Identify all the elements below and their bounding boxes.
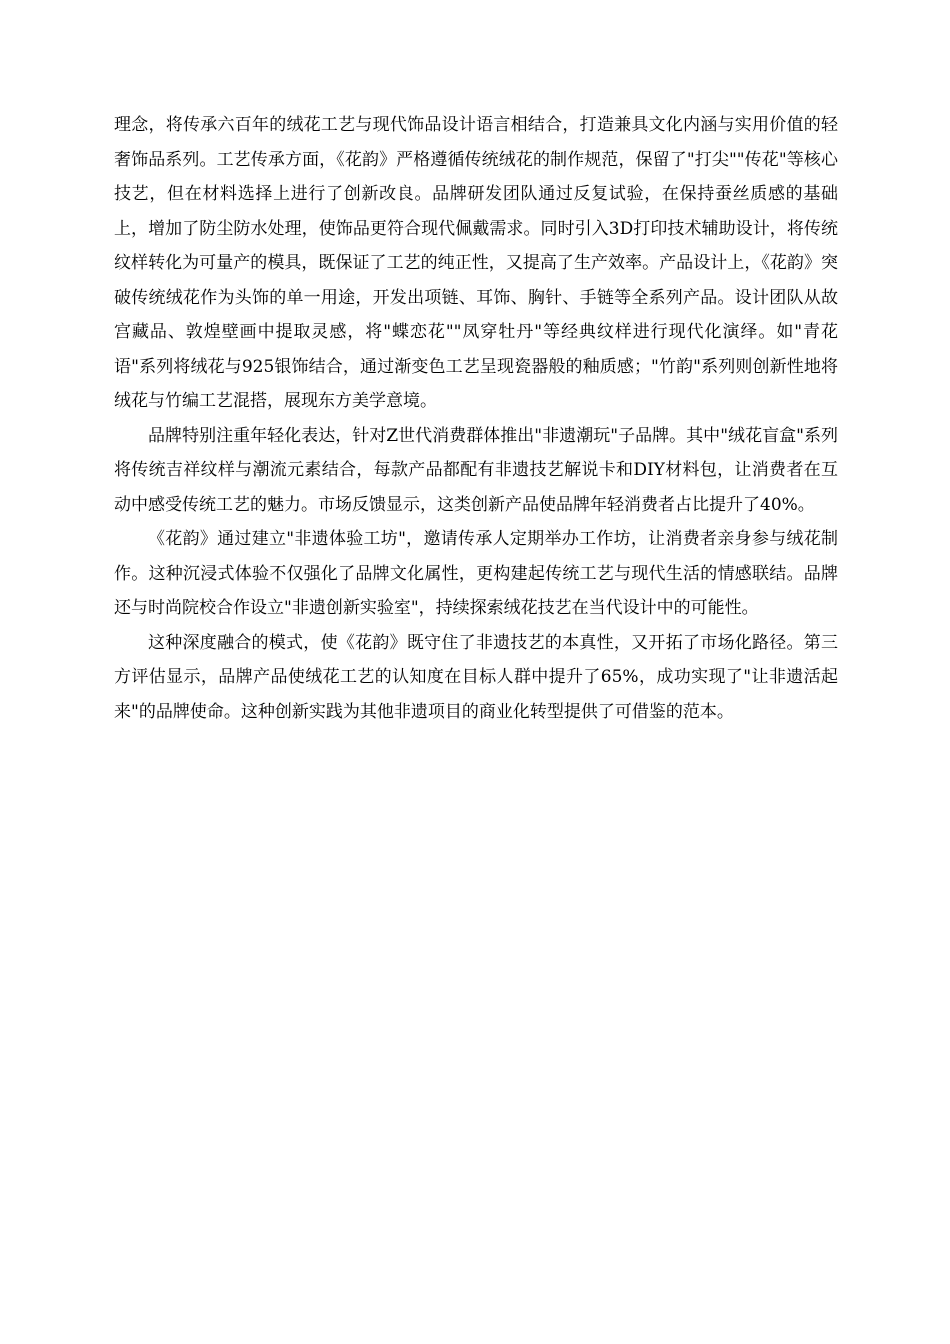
paragraph-1: 理念，将传承六百年的绒花工艺与现代饰品设计语言相结合，打造兼具文化内涵与实用价值的轻奢饰品系列。工艺传承方面，《花韵》严格遵循传统绒花的制作规范，保留了"打尖""传花"等核心技艺，但在材料选择上进行了创新改良。品牌研发团队通过反复试验，在保持蚕丝质感的基础上，增加了防尘防水处理，使饰品更符合现代佩戴需求。同时引入3D打印技术辅助设计，将传统纹样转化为可量产的模具，既保证了工艺的纯正性，又提高了生产效率。产品设计上，《花韵》突破传统绒花作为头饰的单一用途，开发出项链、耳饰、胸针、手链等全系列产品。设计团队从故宫藏品、敦煌壁画中提取灵感，将"蝶恋花""凤穿牡丹"等经典纹样进行现代化演绎。如"青花语"系列将绒花与925银饰结合，通过渐变色工艺呈现瓷器般的釉质感；"竹韵"系列则创新性地将绒花与竹编工艺混搭，展现东方美学意境。	[114, 115, 838, 411]
paragraph-2: 品牌特别注重年轻化表达，针对Z世代消费群体推出"非遗潮玩"子品牌。其中"绒花盲盒"系列将传统吉祥纹样与潮流元素结合，每款产品都配有非遗技艺解说卡和DIY材料包，让消费者在互动中感受传统工艺的魅力。市场反馈显示，这类创新产品使品牌年轻消费者占比提升了40%。	[114, 425, 838, 515]
paragraph-3: 《花韵》通过建立"非遗体验工坊"，邀请传承人定期举办工作坊，让消费者亲身参与绒花制作。这种沉浸式体验不仅强化了品牌文化属性，更构建起传统工艺与现代生活的情感联结。品牌还与时尚院校合作设立"非遗创新实验室"，持续探索绒花技艺在当代设计中的可能性。	[114, 529, 838, 618]
paragraph-4: 这种深度融合的模式，使《花韵》既守住了非遗技艺的本真性，又开拓了市场化路径。第三方评估显示，品牌产品使绒花工艺的认知度在目标人群中提升了65%，成功实现了"让非遗活起来"的品牌使命。这种创新实践为其他非遗项目的商业化转型提供了可借鉴的范本。	[114, 632, 838, 722]
document-body	[114, 108, 838, 729]
